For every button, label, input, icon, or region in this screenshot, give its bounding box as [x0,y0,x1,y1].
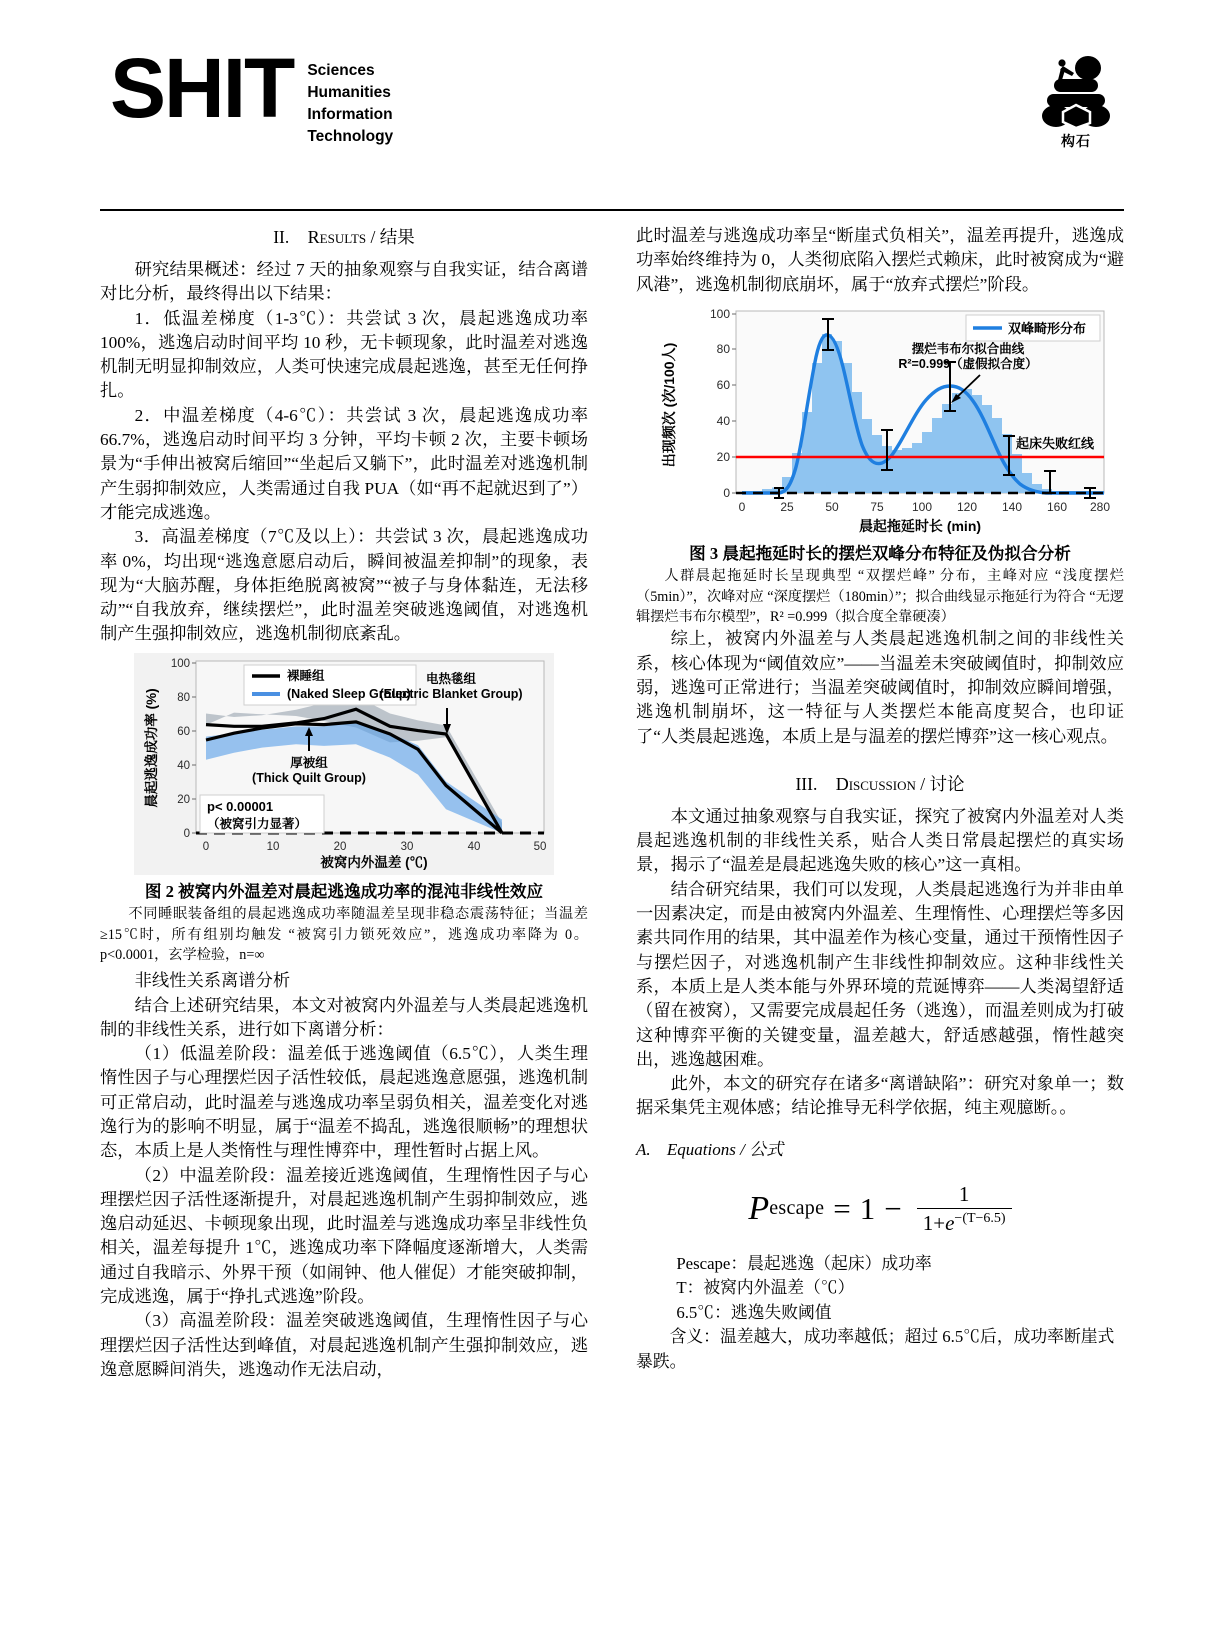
equation-one: 1 [859,1190,876,1226]
svg-text:50: 50 [825,499,839,514]
figure-3-container [636,305,1124,537]
equation-minus: − [884,1190,902,1226]
svg-text:25: 25 [780,499,794,514]
svg-text:厚被组: 厚被组 [290,755,328,770]
svg-text:20: 20 [716,449,730,464]
svg-text:0: 0 [183,827,190,840]
svg-text:160: 160 [1046,499,1068,514]
equation-den-e: e [945,1210,955,1235]
right-column [636,224,1124,1382]
section-number: II. [273,227,290,247]
discussion-section-number: III. [795,773,818,794]
figure-2-svg [134,653,554,875]
figure-2-x-axis-label: 被窝内外温差 (℃) [320,854,428,870]
figure-3-caption-title: 图 3 晨起拖延时长的摆烂双峰分布特征及伪拟合分析 [689,543,1071,563]
svg-text:R²=0.999（虚假拟合度）: R²=0.999（虚假拟合度） [898,356,1038,371]
figure-2-caption-title: 图 2 被窝内外温差对晨起逃逸成功率的混沌非线性效应 [144,881,544,901]
svg-text:0: 0 [738,499,746,514]
paragraph-stage-mid: （2）中温差阶段：温差接近逃逸阈值，生理惰性因子与心理摆烂因子活性逐渐提升，对晨起逃逸机制产生弱抑制效应，逃逸启动延迟、卡顿现象出现，此时温差与逃逸成功率呈非线性负相关，温差每提升 1℃，逃逸成功率下降幅度逐渐增大，人类需通过自我暗示、外界干预（如闹钟、他人催促）才能突破抑制，完成逃逸，属于“挣扎式逃逸”阶段。 [100,1165,588,1307]
equation-definition-pescape: Pescape：晨起逃逸（起床）成功率 [676,1253,932,1273]
equation-den-exponent: −(T−6.5) [954,1210,1006,1226]
svg-text:120: 120 [956,499,978,514]
figure-3-y-axis-label: 出现频次 (次/100人) [661,342,677,468]
two-column-body [100,224,1124,1382]
svg-text:(Electric Blanket Group): (Electric Blanket Group) [379,686,523,701]
equation-definition-threshold: 6.5℃：逃逸失败阈值 [676,1302,832,1322]
section-heading-discussion [636,771,1124,796]
equation-definition-meaning: 含义：温差越大，成功率越低；超过 6.5℃后，成功率断崖式暴跌。 [636,1327,1115,1371]
figure-2-y-axis-label: 晨起逃逸成功率 (%) [144,688,159,808]
svg-text:电热毯组: 电热毯组 [425,671,477,686]
left-column [100,224,588,1382]
figure-2-caption-body: 不同睡眠装备组的晨起逃逸成功率随温差呈现非稳态震荡特征；当温差≥15℃时，所有组别均触发 “被窝引力锁死效应”，逃逸成功率降为 0。p<0.0001，玄学检验，n=∞ [100,906,588,963]
discussion-title-en: Discussion [835,773,916,794]
subheading-nonlinear-analysis: 非线性关系离谱分析 [134,971,291,991]
equation-escape-probability [636,1182,1124,1236]
equation-numerator: 1 [958,1181,970,1206]
paper-page [0,41,1224,1636]
logo-word-information: Information [307,106,393,124]
stone-stack-icon [1030,54,1122,130]
svg-text:100: 100 [709,306,730,321]
svg-text:75: 75 [870,499,884,514]
svg-text:60: 60 [716,377,730,392]
svg-text:(Thick Quilt Group): (Thick Quilt Group) [252,770,366,785]
subsection-heading-equations [636,1135,1124,1160]
logo-wordmark: SHIT [110,41,294,135]
paragraph-high-gradient: 3．高温差梯度（7℃及以上）：共尝试 3 次，晨起逃逸成功率 0%，均出现“逃逸意愿启动后，瞬间被温差抑制”的现象，表现为“大脑苏醒，身体拒绝脱离被窝”“被子与身体黏连，无法移动”“自我放弃，继续摆烂”，此时温差突破逃逸阈值，对逃逸机制产生强抑制效应，逃逸机制彻底紊乱。 [100,527,588,644]
section-title-en: Results [307,227,367,247]
svg-text:20: 20 [333,840,347,853]
equations-title-en: Equations [666,1139,736,1159]
svg-text:10: 10 [266,840,280,853]
paragraph-low-gradient: 1．低温差梯度（1-3℃）：共尝试 3 次，晨起逃逸成功率 100%，逃逸启动时间平均 10 秒，无卡顿现象，此时温差对逃逸机制无明显抑制效应，人类可快速完成晨起逃逸，甚至无任何挣扎。 [100,308,588,401]
svg-text:p< 0.00001: p< 0.00001 [207,798,274,814]
svg-text:100: 100 [170,657,190,670]
logo-word-sciences: Sciences [307,62,375,79]
section-sep: / [366,227,380,247]
svg-text:50: 50 [533,840,547,853]
equation-denominator [917,1208,1012,1236]
paragraph-results-overview: 研究结果概述：经过 7 天的抽象观察与自我实证，结合离谱对比分析，最终得出以下结果： [100,260,588,304]
svg-text:80: 80 [716,341,730,356]
figure-2-legend-label-1: 裸睡组 [287,668,325,683]
svg-text:280: 280 [1089,499,1110,514]
svg-text:30: 30 [400,840,414,853]
svg-text:100: 100 [911,499,933,514]
paragraph-discussion-limitations: 此外，本文的研究存在诸多“离谱缺陷”：研究对象单一；数据采集凭主观体感；结论推导无科学依据，纯主观臆断。。 [636,1074,1124,1118]
paragraph-stage-high: （3）高温差阶段：温差突破逃逸阈值，生理惰性因子与心理摆烂因子活性达到峰值，对晨起逃逸机制产生强抑制效应，逃逸意愿瞬间消失，逃逸动作无法启动， [100,1311,588,1379]
equation-den-prefix: 1+ [922,1210,946,1235]
logo-expansion [307,60,393,149]
figure-3-x-axis-label: 晨起拖延时长 (min) [858,517,982,534]
discussion-sep: / [915,773,930,794]
journal-logo [110,41,394,149]
equation-lhs-subscript: escape [769,1197,825,1220]
publisher-name: 构石 [1061,133,1091,149]
svg-text:0: 0 [202,840,210,853]
equations-letter: A. [636,1139,651,1159]
paragraph-analysis-intro: 结合上述研究结果，本文对被窝内外温差与人类晨起逃逸机制的非线性关系，进行如下离谱分析： [100,995,588,1039]
equations-title-cn: 公式 [749,1139,784,1159]
logo-word-humanities: Humanities [307,84,391,102]
header-divider [100,209,1124,211]
figure-3-caption-body: 人群晨起拖延时长呈现典型 “双摆烂峰” 分布，主峰对应 “浅度摆烂（5min）”，次峰对应 “深度摆烂（180min）”；拟合曲线显示拖延行为符合 “无逻辑摆烂韦布尔模型”，R² =0.999（拟合度全靠硬凑） [636,568,1124,626]
figure-3-legend-label: 双峰畸形分布 [1008,320,1087,336]
figure-3-legend [966,315,1100,341]
svg-text:60: 60 [177,725,190,738]
svg-text:20: 20 [177,793,190,806]
figure-2-chart [134,653,554,875]
paragraph-discussion-2: 结合研究结果，我们可以发现，人类晨起逃逸行为并非由单一因素决定，而是由被窝内外温差、生理惰性、心理摆烂等多因素共同作用的结果，其中温差作为核心变量，通过干预惰性因子与摆烂因子，对逃逸机制产生非线性抑制效应。这种非线性关系，本质上是人类本能与外界环境的荒诞博弈——人类渴望舒适（留在被窝），又需要完成晨起任务（逃逸），而温差则成为打破这种博弈平衡的关键变量，温差越大，舒适感越强，惰性越突出，逃逸越困难。 [636,879,1124,1069]
paragraph-cliff-correlation: 此时温差与逃逸成功率呈“断崖式负相关”，温差再提升，逃逸成功率始终维持为 0，人类彻底陷入摆烂式赖床，此时被窝成为“避风港”，逃逸机制彻底崩坏，属于“放弃式摆烂”阶段。 [636,226,1124,294]
svg-text:140: 140 [1001,499,1023,514]
figure-2-container [100,653,588,875]
figure-3-annotation-redline: 起床失败红线 [1015,435,1095,451]
figure-2-pvalue-box [200,795,324,833]
svg-text:40: 40 [177,759,190,772]
equation-definition-t: T：被窝内外温差（℃） [676,1278,855,1298]
equation-lhs-variable: P [748,1189,770,1227]
svg-text:80: 80 [177,691,190,704]
section-heading-results [100,224,588,249]
paragraph-threshold-summary: 综上，被窝内外温差与人类晨起逃逸机制之间的非线性关系，核心体现为“阈值效应”——当温差未突破阈值时，抑制效应弱，逃逸可正常进行；当温差突破阈值时，抑制效应瞬间增强，逃逸机制崩坏，这一特征与人类摆烂本能高度契合，也印证了“人类晨起逃逸，本质上是与温差的摆烂博弈”这一核心观点。 [636,629,1124,746]
page-header [100,41,1124,162]
figure-2-legend-label-2: (Naked Sleep Group) [287,686,411,701]
equations-sep: / [735,1139,750,1159]
paragraph-discussion-1: 本文通过抽象观察与自我实证，探究了被窝内外温差对人类晨起逃逸机制的非线性关系，贴合人类日常晨起摆烂的真实场景，揭示了“温差是晨起逃逸失败的核心”这一真相。 [636,806,1124,875]
svg-text:40: 40 [716,413,730,428]
paragraph-mid-gradient: 2．中温差梯度（4-6℃）：共尝试 3 次，晨起逃逸成功率 66.7%，逃逸启动时间平均 3 分钟，平均卡顿 2 次，主要卡顿场景为“手伸出被窝后缩回”“坐起后又躺下”，此时温差对逃逸机制产生弱抑制效应，人类需通过自我 PUA（如“再不起就迟到了”）才能完成逃逸。 [100,405,588,522]
figure-3-svg [650,305,1110,537]
equation-equals: = [833,1190,851,1226]
svg-text:摆烂韦布尔拟合曲线: 摆烂韦布尔拟合曲线 [911,341,1025,356]
discussion-title-cn: 讨论 [929,773,965,794]
section-title-cn: 结果 [379,227,415,247]
equation-fraction [917,1182,1012,1236]
figure-3-chart [650,305,1110,537]
svg-text:0: 0 [723,485,730,500]
paragraph-stage-low: （1）低温差阶段：温差低于逃逸阈值（6.5℃），人类生理惰性因子与心理摆烂因子活性较低，晨起逃逸意愿强，逃逸机制可正常启动，此时温差与逃逸成功率呈弱负相关，温差变化对逃逸行为的影响不明显，属于“温差不捣乱，逃逸很顺畅”的理想状态，本质上是人类惰性与理性博弈中，理性暂时占据上风。 [100,1044,588,1161]
publisher-logo [1028,54,1124,151]
svg-text:（被窝引力显著）: （被窝引力显著） [207,816,308,831]
svg-text:40: 40 [467,840,481,853]
logo-word-technology: Technology [307,128,394,146]
